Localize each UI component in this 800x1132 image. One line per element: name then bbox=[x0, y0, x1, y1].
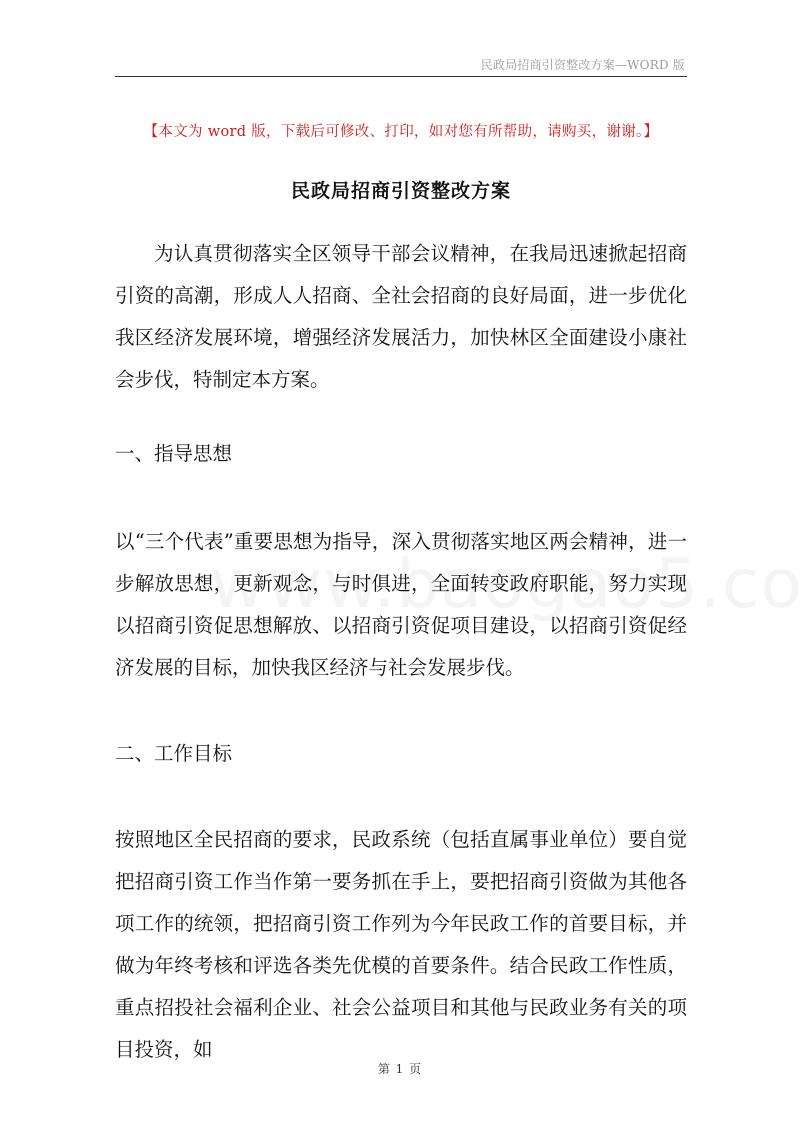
section-body-work-goals: 按照地区全民招商的要求，民政系统（包括直属事业单位）要自觉把招商引资工作当作第一要务抓在手上，要把招商引资做为其他各项工作的统领，把招商引资工作列为今年民政工作的首要目标，并做为年终考核和评选各类先优模的首要条件。结合民政工作性质，重点招投社会福利企业、社会公益项目和其他与民政业务有关的项目投资，如 bbox=[115, 828, 687, 1061]
section-heading-guiding-ideology: 一、指导思想 bbox=[115, 442, 233, 465]
section-body-guiding-ideology: 以“三个代表”重要思想为指导，深入贯彻落实地区两会精神，进一步解放思想，更新观念，与时俱进，全面转变政府职能，努力实现以招商引资促思想解放、以招商引资促项目建设，以招商引资促经济发展的目标，加快我区经济与社会发展步伐。 bbox=[115, 530, 687, 679]
intro-paragraph: 为认真贯彻落实全区领导干部会议精神，在我局迅速掀起招商引资的高潮，形成人人招商、全社会招商的良好局面，进一步优化我区经济发展环境，增强经济发展活力，加快林区全面建设小康社会步伐，特制定本方案。 bbox=[115, 242, 687, 391]
header-divider bbox=[115, 76, 687, 77]
page-number: 第 1 页 bbox=[377, 1062, 423, 1076]
document-title: 民政局招商引资整改方案 bbox=[290, 180, 511, 202]
running-header: 民政局招商引资整改方案—WORD 版 bbox=[480, 58, 685, 72]
section-heading-work-goals: 二、工作目标 bbox=[115, 742, 233, 765]
download-notice: 【本文为 word 版，下载后可修改、打印，如对您有所帮助，请购买，谢谢。】 bbox=[143, 124, 659, 140]
